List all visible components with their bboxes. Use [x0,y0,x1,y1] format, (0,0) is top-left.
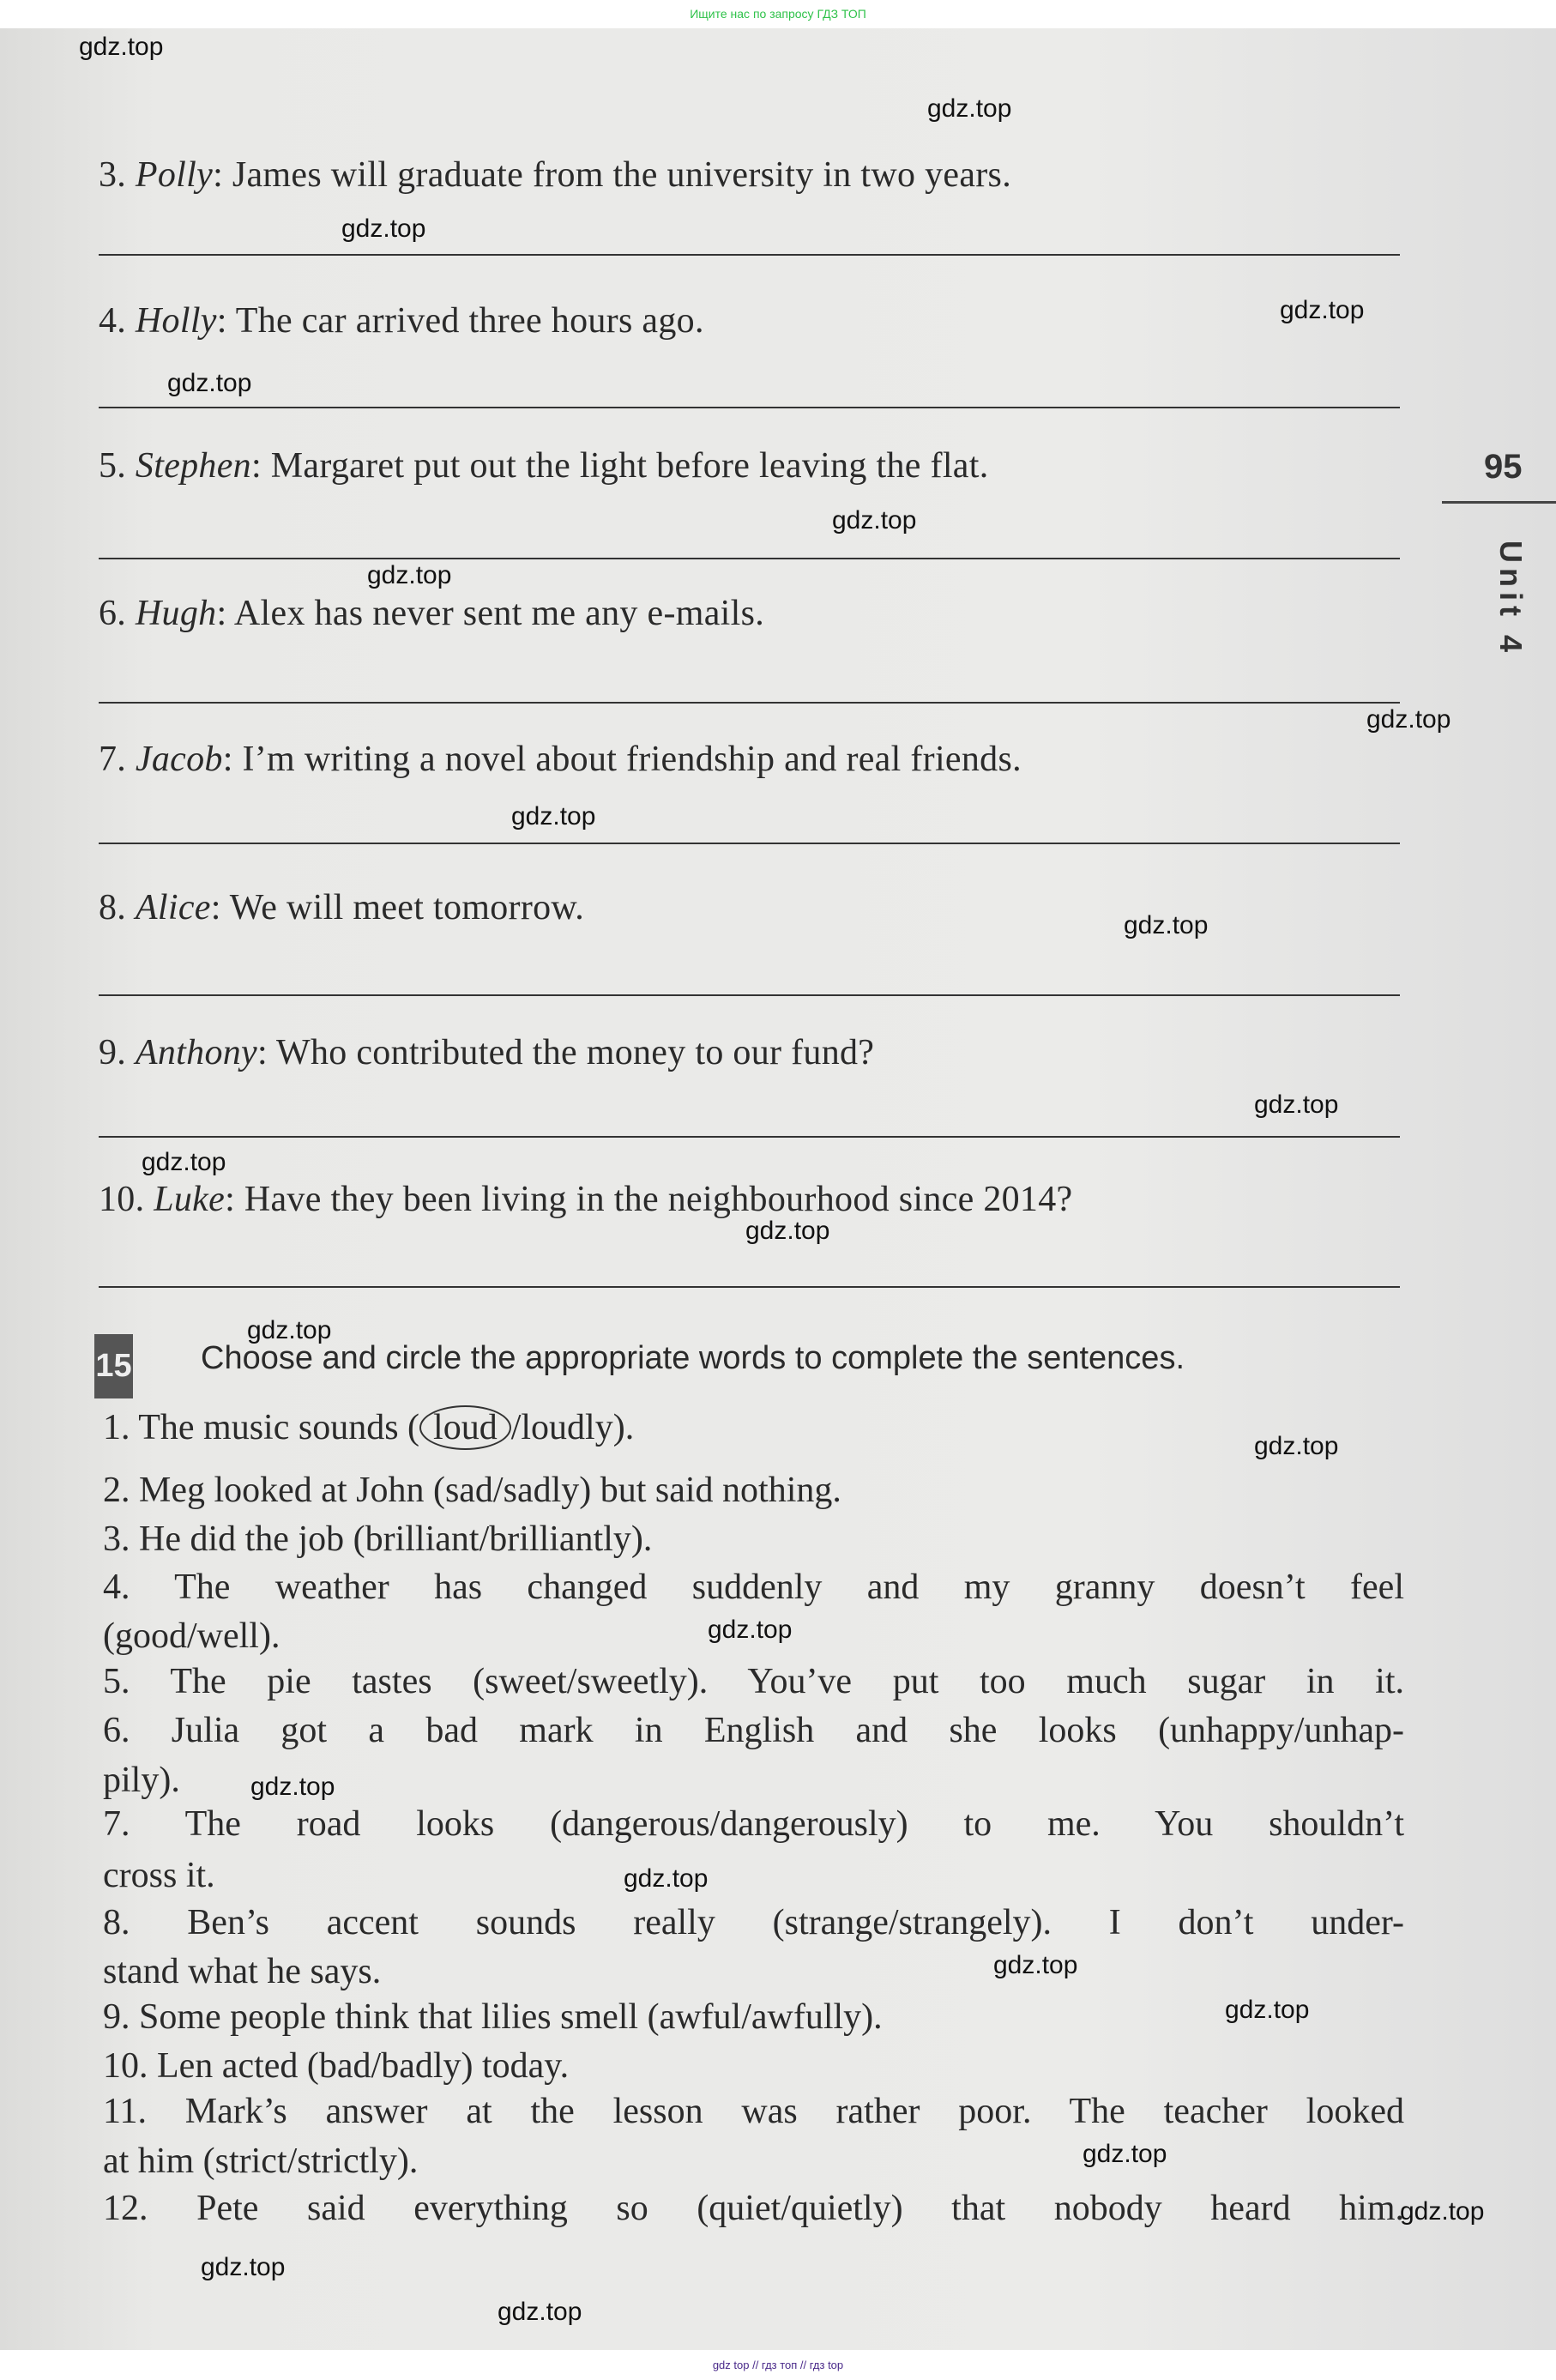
reported-speech-item [99,1032,874,1073]
exercise-15-line: pily). [103,1761,180,1800]
quote-text: : Alex has never sent me any e-mails. [216,594,765,633]
answer-line[interactable] [99,407,1400,408]
answer-line[interactable] [99,843,1400,844]
watermark: gdz.top [1400,2197,1485,2226]
exercise-15-line: stand what he says. [103,1952,382,1991]
answer-line[interactable] [99,1136,1400,1138]
item-number: 7. [99,740,127,779]
reported-speech-item [99,445,989,486]
exercise-15-line: 12. Pete said everything so (quiet/quietly) that nobody heard him. [103,2189,1404,2228]
watermark: gdz.top [624,1864,709,1893]
watermark: gdz.top [745,1217,830,1245]
watermark: gdz.top [167,369,252,397]
quote-text: : Have they been living in the neighbourhood since 2014? [225,1180,1073,1219]
watermark: gdz.top [1254,1432,1339,1460]
speaker-name: Luke [154,1180,226,1219]
quote-text: : The car arrived three hours ago. [216,301,704,341]
watermark: gdz.top [1254,1090,1339,1119]
speaker-name: Alice [135,888,211,927]
answer-line[interactable] [99,994,1400,996]
item-number: 9. [99,1033,127,1072]
page-number: 95 [1484,448,1523,486]
watermark: gdz.top [367,561,452,589]
exercise-15-line: (good/well). [103,1616,280,1656]
exercise-15-line: at him (strict/strictly). [103,2141,419,2181]
watermark: gdz.top [498,2298,582,2326]
speaker-name: Anthony [135,1033,257,1072]
exercise-15-line: 4. The weather has changed suddenly and my granny doesn’t feel [103,1568,1404,1607]
watermark: gdz.top [247,1316,332,1344]
watermark: gdz.top [1366,705,1451,734]
exercise-15-line: 11. Mark’s answer at the lesson was rather poor. The teacher looked [103,2092,1404,2131]
quote-text: : Who contributed the money to our fund? [257,1033,875,1072]
watermark: gdz.top [1225,1996,1310,2024]
sentence-text: /loudly). [510,1408,635,1447]
reported-speech-item [99,154,1011,196]
exercise-15-line: cross it. [103,1856,215,1895]
watermark: gdz.top [1280,296,1365,324]
exercise-15-line: 3. He did the job (brilliant/brilliantly). [103,1519,653,1559]
reported-speech-item [99,739,1022,780]
item-number: 5. [99,446,127,486]
item-number: 3. [99,155,127,195]
speaker-name: Polly [135,155,214,195]
quote-text: : James will graduate from the university in two years. [213,155,1012,195]
speaker-name: Holly [135,301,217,341]
exercise-15-line: 9. Some people think that lilies smell (awful/awfully). [103,1997,883,2037]
reported-speech-item [99,593,764,634]
watermark: gdz.top [708,1616,793,1644]
reported-speech-item [99,300,704,341]
page-number-divider [1442,501,1556,504]
watermark: gdz.top [250,1773,335,1801]
speaker-name: Stephen [135,446,251,486]
item-number: 4. [99,301,127,341]
reported-speech-item [99,887,584,928]
watermark: gdz.top [142,1148,226,1176]
watermark: gdz.top [832,506,917,535]
exercise-number-badge: 15 [94,1334,133,1398]
reported-speech-item [99,1179,1072,1220]
quote-text: : Margaret put out the light before leaving the flat. [250,446,989,486]
speaker-name: Hugh [135,594,217,633]
footer-banner: gdz top // гдз топ // гдз top [712,2359,844,2371]
watermark: gdz.top [1124,911,1209,939]
answer-line[interactable] [99,254,1400,256]
watermark: gdz.top [79,33,164,61]
unit-label: Unit 4 [1493,541,1529,658]
sentence-text: 1. The music sounds ( [103,1408,420,1447]
exercise-15-line: 6. Julia got a bad mark in English and she looks (unhappy/unhap- [103,1711,1404,1750]
exercise-15-line: 2. Meg looked at John (sad/sadly) but said nothing. [103,1471,841,1510]
quote-text: : I’m writing a novel about friendship and real friends. [222,740,1022,779]
exercise-15-line: 5. The pie tastes (sweet/sweetly). You’ve put too much sugar in it. [103,1662,1404,1701]
answer-line[interactable] [99,1286,1400,1288]
search-hint-banner: Ищите нас по запросу ГДЗ ТОП [690,7,866,21]
circled-answer: loud [419,1405,511,1450]
answer-line[interactable] [99,558,1400,559]
quote-text: : We will meet tomorrow. [210,888,585,927]
watermark: gdz.top [341,214,426,243]
item-number: 6. [99,594,127,633]
exercise-15-line: 7. The road looks (dangerous/dangerously) to me. You shouldn’t [103,1804,1404,1844]
watermark: gdz.top [927,94,1012,123]
exercise-instruction: Choose and circle the appropriate words to complete the sentences. [201,1340,1185,1376]
watermark: gdz.top [993,1951,1078,1979]
item-number: 10. [99,1180,145,1219]
watermark: gdz.top [201,2253,286,2281]
watermark: gdz.top [511,802,596,831]
exercise-15-line [103,1407,1404,1452]
exercise-15-line: 10. Len acted (bad/badly) today. [103,2046,570,2086]
speaker-name: Jacob [135,740,223,779]
answer-line[interactable] [99,702,1400,704]
exercise-15-line: 8. Ben’s accent sounds really (strange/strangely). I don’t under- [103,1903,1404,1942]
watermark: gdz.top [1083,2140,1167,2168]
item-number: 8. [99,888,127,927]
